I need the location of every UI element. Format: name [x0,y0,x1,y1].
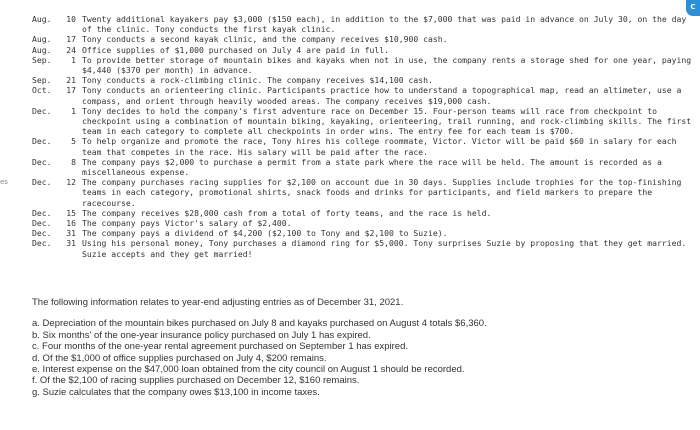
transaction-list [32,14,692,259]
entry-text: Tony conducts a second kayak clinic, and the company receives $10,900 cash. [82,34,448,45]
entry-text: The company pays $2,000 to purchase a permit from a state park where the race will be held. The amount is recorded as a miscellaneous expense. [82,156,662,178]
adjusting-item: d. Of the $1,000 of office supplies purchased on July 4, $200 remains. [32,352,327,364]
entry-month: Oct. [32,85,52,96]
transaction-entry [32,238,692,258]
entry-day: 31 [66,228,76,239]
entry-text: The company pays a dividend of $4,200 ($2,100 to Tony and $2,100 to Suzie). [82,228,448,239]
entry-text: The company receives $28,000 cash from a total of forty teams, and the race is held. [82,207,492,218]
adjusting-entries-section [32,297,682,398]
entry-month: Sep. [32,54,52,65]
entry-day: 17 [66,34,76,45]
transaction-entry [32,34,692,44]
entry-day: 1 [71,105,76,116]
entry-month: Dec. [32,238,52,249]
entry-text: To help organize and promote the race, Tony hires his college roommate, Victor. Victor will be paid $60 in salary for each team that competes in the race. His salary will be paid after the race. [82,136,677,157]
entry-month: Dec. [32,177,52,188]
entry-text: Using his personal money, Tony purchases a diamond ring for $5,000. Tony surprises Suzie by proposing that they get married. Suzie accepts and they get married! [82,238,687,259]
entry-day: 8 [71,156,76,167]
transaction-entry [32,177,692,208]
entry-text: Twenty additional kayakers pay $3,000 ($150 each), in addition to the $7,000 that was paid in advance on July 30, on the day of the clinic. Tony conducts the first kayak clinic. [82,14,687,35]
transaction-entry [32,136,692,156]
adjusting-item: a. Depreciation of the mountain bikes purchased on July 8 and kayaks purchased on August 4 totals $6,360. [32,318,487,330]
entry-month: Aug. [32,14,52,24]
entry-day: 17 [66,85,76,96]
transaction-entry [32,157,692,177]
entry-text: The company purchases racing supplies for $2,100 on account due in 30 days. Supplies include trophies for the top-finishing teams in each category, promotional shirts, snack foods and drinks for participants, and field markers to prepare the racecourse. [82,177,682,208]
entry-month: Dec. [32,105,52,116]
entry-month: Aug. [32,34,52,45]
entry-day: 15 [66,207,76,218]
adjusting-intro: The following information relates to year-end adjusting entries as of December 31, 2021. [32,297,404,308]
entry-day: 24 [66,44,76,55]
adjusting-item: g. Suzie calculates that the company owes $13,100 in income taxes. [32,386,320,398]
transaction-entry [32,208,692,218]
corner-badge-label: C [690,3,696,11]
transaction-entry [32,45,692,55]
adjusting-item: b. Six months' of the one-year insurance policy purchased on July 1 has expired. [32,329,371,341]
entry-day: 1 [71,54,76,65]
entry-month: Dec. [32,218,52,229]
transaction-entry [32,55,692,75]
transaction-entry [32,218,692,228]
entry-text: Office supplies of $1,000 purchased on July 4 are paid in full. [82,44,389,55]
entry-day: 10 [66,14,76,24]
entry-day: 12 [66,177,76,188]
entry-month: Sep. [32,75,52,86]
left-panel-tab[interactable] [0,178,12,200]
adjusting-item: e. Interest expense on the $47,000 loan obtained from the city council on August 1 should be recorded. [32,364,465,376]
left-tab-label: es [0,178,8,186]
entry-day: 21 [66,75,76,86]
entry-text: To provide better storage of mountain bikes and kayaks when not in use, the company rents a storage shed for one year, paying $4,440 ($370 per month) in advance. [82,54,692,76]
transaction-entry [32,106,692,137]
entry-day: 31 [66,238,76,249]
entry-month: Aug. [32,44,52,55]
entry-month: Dec. [32,136,52,147]
entry-text: Tony conducts an orienteering clinic. Participants practice how to understand a topographical map, read an altimeter, use a compass, and orient through heavily wooded areas. The company receives $19,000 cash. [82,85,682,106]
entry-month: Dec. [32,207,52,218]
transaction-entry [32,14,692,34]
adjusting-item: c. Four months of the one-year rental agreement purchased on September 1 has expired. [32,341,408,353]
entry-day: 5 [71,136,76,147]
transaction-entry [32,75,692,85]
entry-text: Tony decides to hold the company's first adventure race on December 15. Four-person teams will race from checkpoint to checkpoint using a combination of mountain biking, kayaking, orienteering, trail running, and rock-climbing skills. The first team in each category to complete all checkpoints in order wins. The entry fee for each team is $700. [82,105,692,137]
entry-day: 16 [66,218,76,229]
entry-text: The company pays Victor's salary of $2,400. [82,218,292,229]
entry-month: Dec. [32,228,52,239]
transaction-entry [32,85,692,105]
entry-text: Tony conducts a rock-climbing clinic. The company receives $14,100 cash. [82,75,433,86]
transaction-entry [32,228,692,238]
adjusting-item: f. Of the $2,100 of racing supplies purchased on December 12, $160 remains. [32,375,360,387]
entry-month: Dec. [32,156,52,167]
